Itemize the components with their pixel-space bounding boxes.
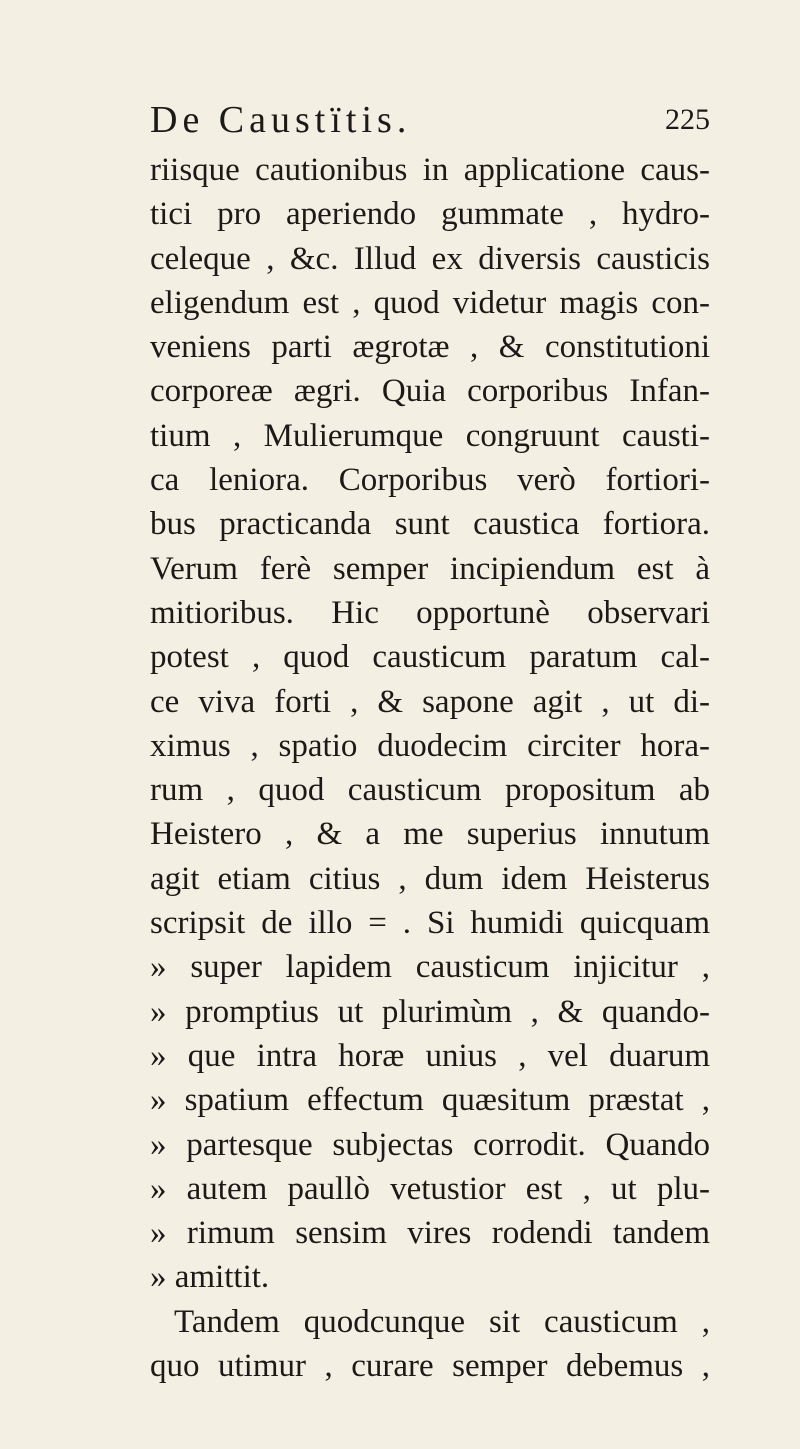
quoted-line: » promptius ut plurimùm , & quando- bbox=[150, 993, 710, 1030]
text-line: Heistero , & a me superius innutum bbox=[150, 816, 710, 853]
text-line: veniens parti ægrotæ , & constitutioni bbox=[150, 329, 710, 366]
quoted-line: » super lapidem causticum injicitur , bbox=[150, 949, 710, 986]
running-head bbox=[150, 92, 710, 148]
running-title: De Caustïtis. bbox=[150, 99, 412, 141]
text-line: riisque cautionibus in applicatione caus- bbox=[150, 152, 710, 188]
text-line: mitioribus. Hic opportunè observari bbox=[150, 594, 710, 631]
text-line: corporeæ ægri. Quia corporibus Infan- bbox=[150, 373, 710, 410]
quoted-line: » autem paullò vetustior est , ut plu- bbox=[150, 1170, 710, 1207]
text-line: tici pro aperiendo gummate , hydro- bbox=[150, 196, 710, 233]
quoted-line: » rimum sensim vires rodendi tandem bbox=[150, 1215, 710, 1252]
text-line: ce viva forti , & sapone agit , ut di- bbox=[150, 683, 710, 720]
text-line: rum , quod causticum propositum ab bbox=[150, 772, 710, 809]
text-line: ximus , spatio duodecim circiter hora- bbox=[150, 727, 710, 764]
text-line: bus practicanda sunt caustica fortiora. bbox=[150, 506, 710, 543]
text-line: ca leniora. Corporibus verò fortiori- bbox=[150, 462, 710, 499]
quoted-line: » amittit. bbox=[150, 1259, 270, 1296]
text-line: scripsit de illo = . Si humidi quicquam bbox=[150, 905, 710, 942]
text-line: celeque , &c. Illud ex diversis causticis bbox=[150, 240, 710, 277]
text-line: quo utimur , curare semper debemus , bbox=[150, 1348, 710, 1385]
quoted-line: » que intra horæ unius , vel duarum bbox=[150, 1037, 710, 1074]
page-number: 225 bbox=[665, 103, 710, 136]
text-line: Verum ferè semper incipiendum est à bbox=[150, 550, 710, 587]
text-line: tium , Mulierumque congruunt causti- bbox=[150, 417, 710, 454]
quoted-line: » partesque subjectas corrodit. Quando bbox=[150, 1126, 710, 1163]
text-line: potest , quod causticum paratum cal- bbox=[150, 639, 710, 676]
text-line: eligendum est , quod videtur magis con- bbox=[150, 284, 710, 321]
paragraph-first-line: Tandem quodcunque sit causticum , bbox=[174, 1303, 710, 1340]
body-text bbox=[150, 148, 710, 1388]
text-line: agit etiam citius , dum idem Heisterus bbox=[150, 860, 710, 897]
quoted-line: » spatium effectum quæsitum præstat , bbox=[150, 1082, 710, 1119]
